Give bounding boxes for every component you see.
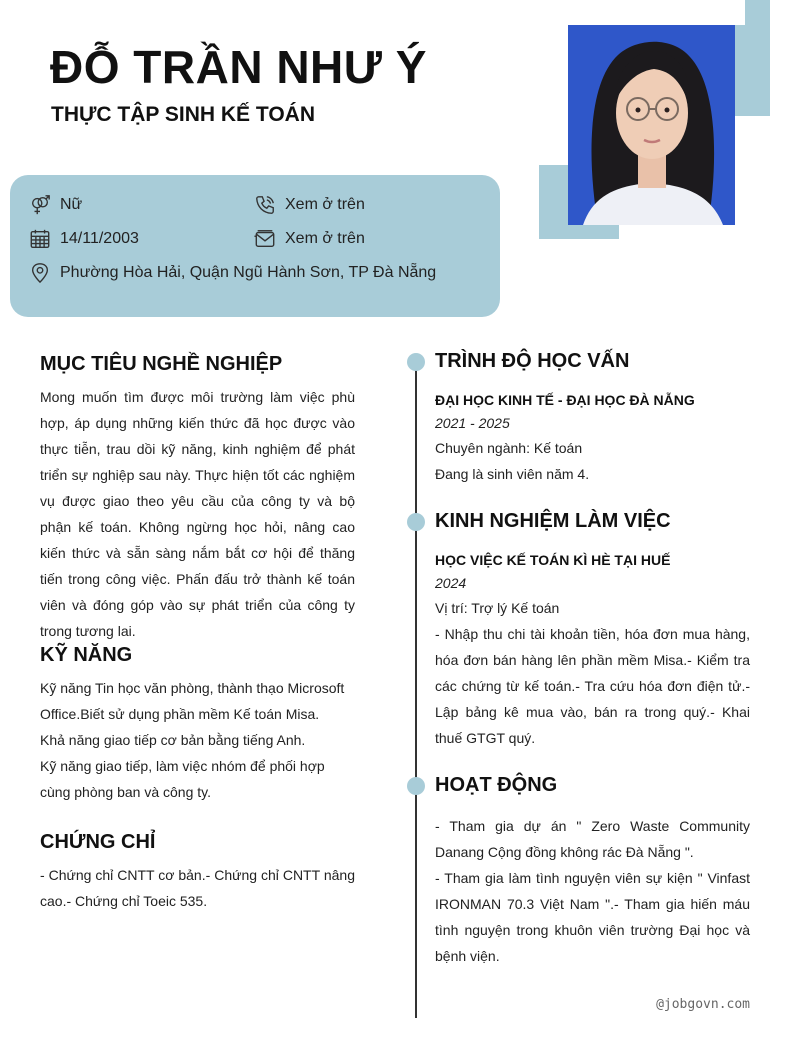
candidate-title: THỰC TẬP SINH KẾ TOÁN	[51, 103, 315, 126]
activity-item: - Tham gia dự án " Zero Waste Community Danang Cộng đồng không rác Đà Nẵng ".	[435, 818, 750, 860]
contact-info-box	[10, 175, 500, 317]
education-heading: TRÌNH ĐỘ HỌC VẤN	[435, 350, 630, 372]
address-value: Phường Hòa Hải, Quận Ngũ Hành Sơn, TP Đà Nẵng	[60, 264, 437, 281]
education-period: 2021 - 2025	[435, 415, 510, 431]
contact-gender	[29, 194, 82, 216]
skill-line: Kỹ năng Tin học văn phòng, thành thạo Microsoft	[40, 680, 345, 696]
experience-job-title: HỌC VIỆC KẾ TOÁN KÌ HÈ TẠI HUẾ	[435, 552, 671, 568]
skill-line: Kỹ năng giao tiếp, làm việc nhóm để phối hợp	[40, 758, 325, 774]
timeline-dot-education	[407, 353, 425, 371]
decor-block-top-cutout	[650, 0, 745, 25]
experience-description: - Nhập thu chi tài khoản tiền, hóa đơn mua hàng, hóa đơn bán hàng lên phần mềm Misa.- Kiểm tra các chứng từ kế toán.- Tra cứu hóa đơn điện tử.- Lập bảng kê mua vào, bán ra trong quý.- Khai thuế GTGT quý.	[435, 626, 750, 746]
calendar-icon	[29, 228, 51, 250]
contact-email	[254, 228, 365, 250]
education-major: Chuyên ngành: Kế toán	[435, 440, 583, 456]
timeline-dot-activities	[407, 777, 425, 795]
birthdate-value: 14/11/2003	[60, 230, 139, 247]
watermark: @jobgovn.com	[656, 997, 750, 1012]
phone-icon	[254, 194, 276, 216]
skill-line: cùng phòng ban và công ty.	[40, 784, 211, 800]
skills-list	[40, 675, 370, 805]
activities-heading: HOẠT ĐỘNG	[435, 774, 558, 796]
education-school: ĐẠI HỌC KINH TẾ - ĐẠI HỌC ĐÀ NẴNG	[435, 392, 695, 408]
phone-value: Xem ở trên	[285, 196, 365, 213]
contact-address	[29, 262, 436, 284]
candidate-name: ĐỖ TRẦN NHƯ Ý	[50, 41, 427, 93]
skill-line: Office.Biết sử dụng phần mềm Kế toán Misa.	[40, 706, 320, 722]
objective-heading: MỤC TIÊU NGHỀ NGHIỆP	[40, 353, 283, 375]
certificates-heading: CHỨNG CHỈ	[40, 831, 156, 853]
activity-item: - Tham gia làm tình nguyện viên sự kiện " Vinfast IRONMAN 70.3 Việt Nam ".- Tham gia hiến máu tình nguyện trong khuôn viên trường Đại học và bệnh viện.	[435, 870, 750, 964]
certificates-text: - Chứng chỉ CNTT cơ bản.- Chứng chỉ CNTT nâng cao.- Chứng chỉ Toeic 535.	[40, 867, 355, 909]
experience-year: 2024	[435, 575, 467, 591]
timeline-dot-experience	[407, 513, 425, 531]
email-icon	[254, 228, 276, 250]
gender-icon	[29, 194, 51, 216]
experience-heading: KINH NGHIỆM LÀM VIỆC	[435, 510, 671, 532]
contact-phone	[254, 194, 365, 216]
education-status: Đang là sinh viên năm 4.	[435, 466, 590, 482]
experience-position: Vị trí: Trợ lý Kế toán	[435, 600, 560, 616]
skills-heading: KỸ NĂNG	[40, 644, 133, 666]
contact-birthdate	[29, 228, 139, 250]
timeline-line	[415, 362, 417, 1018]
gender-value: Nữ	[60, 196, 83, 213]
email-value: Xem ở trên	[285, 230, 365, 247]
location-icon	[29, 262, 51, 284]
objective-text: Mong muốn tìm được môi trường làm việc phù hợp, áp dụng những kiến thức đã học được vào thực tiễn, trau dồi kỹ năng, kinh nghiệm để phát triển sự nghiệp sau này. Thực hiện tốt các nghiệm vụ được giao theo yêu cầu của công ty và bộ phận kế toán. Không ngừng học hỏi, nâng cao kiến thức và sẵn sàng nắm bắt cơ hội để thăng tiến trong công việc. Phấn đấu trở thành kế toán viên và đóng góp vào sự phát triển của công ty trong tương lai.	[40, 389, 355, 639]
skill-line: Khả năng giao tiếp cơ bản bằng tiếng Anh.	[40, 732, 306, 748]
profile-photo	[568, 25, 735, 225]
